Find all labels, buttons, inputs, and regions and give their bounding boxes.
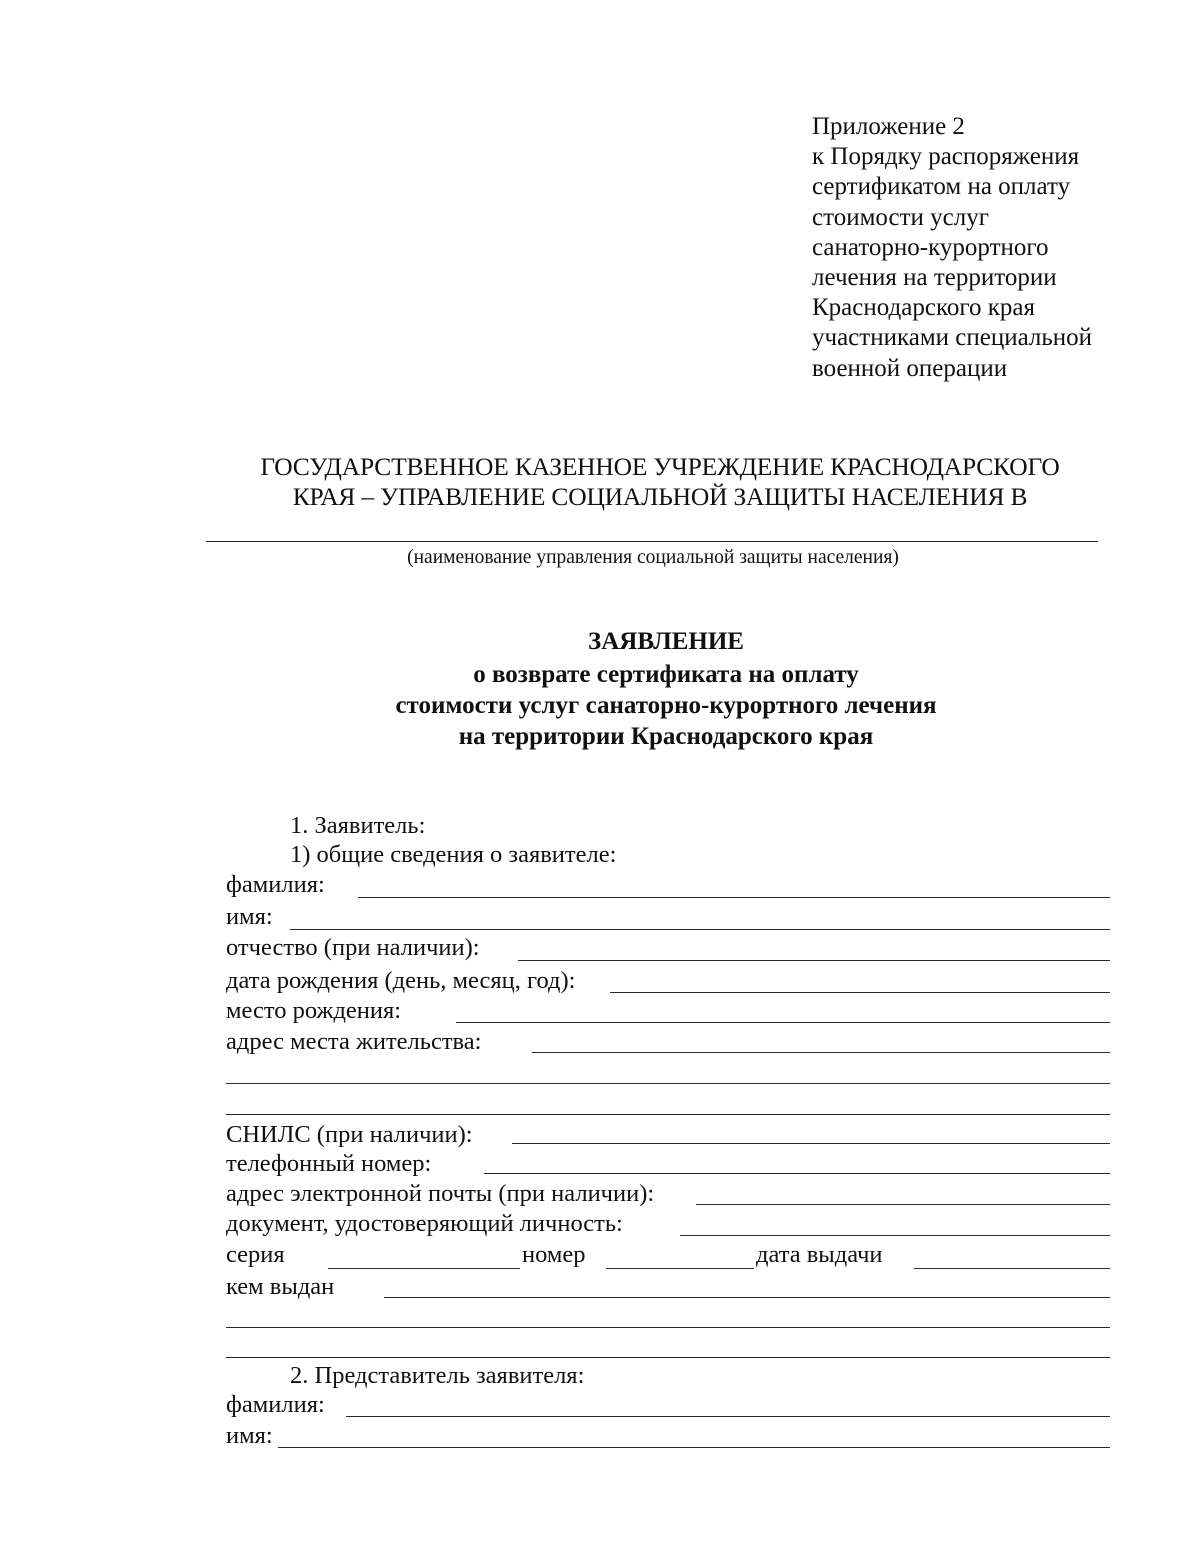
representative-surname-field[interactable] (346, 1416, 1110, 1417)
surname-label: фамилия: (226, 871, 325, 898)
appendix-note (812, 112, 1172, 384)
surname-field[interactable] (358, 897, 1110, 898)
appendix-line: стоимости услуг (812, 203, 989, 231)
name-field[interactable] (290, 929, 1110, 930)
number-label: номер (522, 1241, 586, 1268)
series-label: серия (226, 1241, 285, 1268)
number-field[interactable] (606, 1268, 754, 1269)
section-2-heading: 2. Представитель заявителя: (290, 1362, 585, 1389)
appendix-line: участниками специальной (812, 324, 1093, 352)
department-name-field[interactable] (206, 541, 1098, 542)
document-subtitle-2: стоимости услуг санаторно-курортного лечения (395, 692, 937, 719)
id-document-label: документ, удостоверяющий личность: (226, 1210, 623, 1237)
series-field[interactable] (328, 1268, 520, 1269)
address-field-3[interactable] (226, 1114, 1110, 1115)
email-field[interactable] (696, 1204, 1110, 1205)
document-title: ЗАЯВЛЕНИЕ (588, 628, 744, 655)
email-label: адрес электронной почты (при наличии): (226, 1180, 655, 1207)
organization-line-2: КРАЯ – УПРАВЛЕНИЕ СОЦИАЛЬНОЙ ЗАЩИТЫ НАСЕЛЕНИЯ В (292, 482, 1028, 511)
id-document-field[interactable] (680, 1235, 1110, 1236)
snils-label: СНИЛС (при наличии): (226, 1121, 473, 1148)
birth-date-field[interactable] (610, 992, 1110, 993)
representative-name-label: имя: (226, 1422, 273, 1449)
appendix-line: к Порядку распоряжения (812, 143, 1080, 171)
document-subtitle-1: о возврате сертификата на оплату (473, 661, 859, 688)
representative-name-field[interactable] (278, 1447, 1110, 1448)
issued-by-label: кем выдан (226, 1273, 335, 1300)
issued-by-field-1[interactable] (384, 1297, 1110, 1298)
birth-date-label: дата рождения (день, месяц, год): (226, 967, 576, 994)
document-subtitle-3: на территории Краснодарского края (458, 723, 874, 750)
representative-surname-label: фамилия: (226, 1391, 325, 1418)
appendix-line: лечения на территории (812, 264, 1057, 292)
issued-by-field-3[interactable] (226, 1357, 1110, 1358)
issue-date-field[interactable] (914, 1268, 1110, 1269)
appendix-line: Приложение 2 (812, 113, 965, 140)
appendix-line: санаторно-курортного (812, 233, 1049, 261)
address-field-1[interactable] (532, 1052, 1110, 1053)
appendix-line: военной операции (812, 354, 1008, 382)
issued-by-field-2[interactable] (226, 1327, 1110, 1328)
patronymic-field[interactable] (518, 960, 1110, 961)
snils-field[interactable] (512, 1143, 1110, 1144)
patronymic-label: отчество (при наличии): (226, 934, 480, 961)
section-1-subheading: 1) общие сведения о заявителе: (290, 841, 617, 868)
birth-place-field[interactable] (456, 1022, 1110, 1023)
issue-date-label: дата выдачи (756, 1241, 883, 1268)
department-name-caption: (наименование управления социальной защиты населения) (407, 547, 899, 568)
appendix-line: сертификатом на оплату (812, 173, 1071, 201)
organization-line-1: ГОСУДАРСТВЕННОЕ КАЗЕННОЕ УЧРЕЖДЕНИЕ КРАСНОДАРСКОГО (260, 452, 1060, 481)
name-label: имя: (226, 903, 273, 930)
phone-field[interactable] (484, 1173, 1110, 1174)
appendix-line: Краснодарского края (812, 294, 1035, 322)
birth-place-label: место рождения: (226, 997, 402, 1024)
phone-label: телефонный номер: (226, 1150, 432, 1177)
address-field-2[interactable] (226, 1083, 1110, 1084)
section-1-heading: 1. Заявитель: (290, 812, 426, 839)
address-label: адрес места жительства: (226, 1028, 482, 1055)
